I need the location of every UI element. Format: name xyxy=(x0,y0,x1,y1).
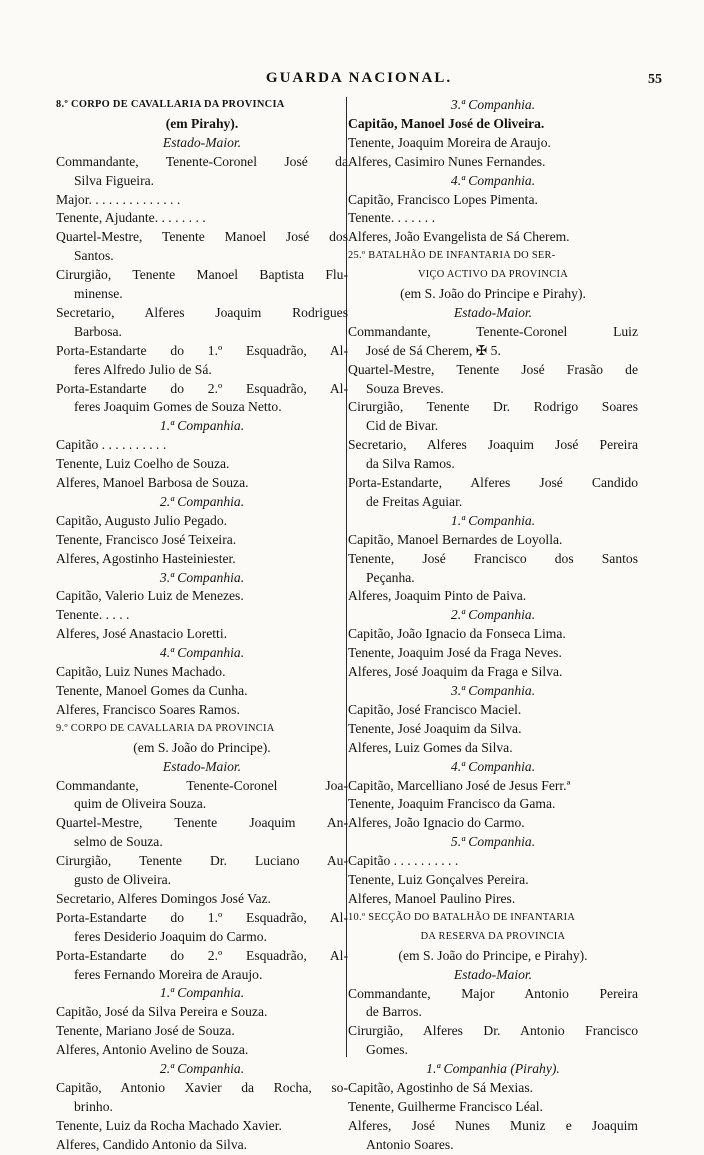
text-line: Alferes, José Nunes Muniz e Joaquim xyxy=(348,1117,638,1133)
text-line: (em S. João do Principe, e Pirahy). xyxy=(398,947,588,963)
text-line: Capitão, Agostinho de Sá Mexias. xyxy=(348,1080,534,1095)
text-line: Alferes, Luiz Gomes da Silva. xyxy=(348,739,513,755)
right-column xyxy=(348,96,638,1155)
text-line: feres Fernando Moreira de Araujo. xyxy=(74,966,263,982)
text-line: Porta-Estandarte, Alferes José Candido xyxy=(348,475,638,491)
text-line: Alferes, Agostinho Hasteiniester. xyxy=(56,550,236,566)
text-line: Tenente. . . . . xyxy=(56,607,130,623)
text-line: Alferes, Candido Antonio da Silva. xyxy=(56,1136,248,1152)
text-line: Alferes, Francisco Soares Ramos. xyxy=(56,701,240,717)
text-line: Alferes, José Joaquim da Fraga e Silva. xyxy=(348,664,563,680)
text-line: Cirurgião, Tenente Manoel Baptista Flu- xyxy=(56,267,348,283)
text-line: Quartel-Mestre, Tenente Joaquim An- xyxy=(56,815,348,831)
text-line: 9.º CORPO DE CAVALLARIA DA PROVINCIA xyxy=(56,722,275,734)
text-line: Tenente, José Francisco dos Santos xyxy=(348,550,638,566)
text-line: Commandante, Tenente-Coronel José da xyxy=(56,153,348,169)
text-line: Barbosa. xyxy=(74,323,122,339)
text-line: 8.º CORPO DE CAVALLARIA DA PROVINCIA xyxy=(56,99,285,110)
text-line: VIÇO ACTIVO DA PROVINCIA xyxy=(417,269,569,281)
text-line: José de Sá Cherem, ✠ 5. xyxy=(366,342,501,358)
text-line: 4.ª Companhia. xyxy=(450,172,536,188)
text-line: 1.ª Companhia. xyxy=(159,985,245,1001)
text-line: 2.ª Companhia. xyxy=(159,493,245,509)
text-line: Capitão, Manoel José de Oliveira. xyxy=(348,115,545,131)
text-line: 4.ª Companhia. xyxy=(159,645,245,661)
text-line: 3.ª Companhia. xyxy=(450,97,536,112)
text-line: Capitão, José Francisco Maciel. xyxy=(348,701,522,717)
text-line: 10.º SECÇÃO DO BATALHÃO DE INFANTARIA xyxy=(348,911,576,923)
text-line: Major. . . . . . . . . . . . . . xyxy=(56,191,181,207)
text-line: Cirurgião, Tenente Dr. Luciano Au- xyxy=(56,853,348,869)
text-line: Tenente, Joaquim José da Fraga Neves. xyxy=(348,645,562,661)
text-line: Capitão, Marcelliano José de Jesus Ferr.ª xyxy=(348,777,571,793)
text-line: Alferes, José Anastacio Loretti. xyxy=(56,626,228,642)
text-line: 2.ª Companhia. xyxy=(159,1061,245,1077)
text-line: Capitão, Augusto Julio Pegado. xyxy=(56,512,228,528)
text-line: Souza Breves. xyxy=(366,380,444,396)
text-line: 3.ª Companhia. xyxy=(450,683,536,698)
text-line: Tenente, Ajudante. . . . . . . . xyxy=(56,210,206,226)
text-line: Commandante, Tenente-Coronel Joa- xyxy=(56,777,348,793)
text-line: Secretario, Alferes Joaquim José Pereira xyxy=(348,437,638,453)
text-line: minense. xyxy=(74,286,123,302)
text-line: Estado-Maior. xyxy=(162,134,242,150)
text-line: 4.ª Companhia. xyxy=(450,758,536,774)
text-line: Tenente, José Joaquim da Silva. xyxy=(348,720,522,736)
text-line: Alferes, Joaquim Pinto de Paiva. xyxy=(348,588,527,604)
text-line: (em Pirahy). xyxy=(165,115,239,131)
page-header xyxy=(56,68,662,96)
text-line: 2.ª Companhia. xyxy=(450,607,536,623)
text-line: 1.ª Companhia. xyxy=(450,512,536,528)
text-line: Alferes, Manoel Barbosa de Souza. xyxy=(56,475,249,491)
text-line: feres Desiderio Joaquim do Carmo. xyxy=(74,928,267,944)
text-line: Porta-Estandarte do 1.º Esquadrão, Al- xyxy=(56,909,348,925)
text-line: Alferes, Antonio Avelino de Souza. xyxy=(56,1042,249,1058)
text-line: 1.ª Companhia (Pirahy). xyxy=(426,1061,560,1077)
text-line: feres Alfredo Julio de Sá. xyxy=(74,361,212,377)
text-line: de Barros. xyxy=(366,1004,422,1020)
text-line: gusto de Oliveira. xyxy=(74,872,172,888)
text-line: selmo de Souza. xyxy=(74,834,163,850)
text-line: Tenente, Luiz Coelho de Souza. xyxy=(56,456,230,472)
text-line: da Silva Ramos. xyxy=(366,456,455,472)
text-line: Tenente, Manoel Gomes da Cunha. xyxy=(56,683,248,698)
text-line: 25.º BATALHÃO DE INFANTARIA DO SER- xyxy=(348,250,556,262)
text-line: Santos. xyxy=(74,248,114,264)
text-line: 1.ª Companhia. xyxy=(159,418,245,434)
text-line: Tenente, Luiz da Rocha Machado Xavier. xyxy=(56,1117,282,1133)
text-line: Cid de Bivar. xyxy=(366,418,439,434)
text-line: brinho. xyxy=(74,1098,113,1114)
page-number: 55 xyxy=(648,72,662,87)
text-line: Antonio Soares. xyxy=(366,1136,454,1152)
text-line: Commandante, Major Antonio Pereira xyxy=(348,985,638,1001)
text-line: Alferes, João Ignacio do Carmo. xyxy=(348,815,525,831)
text-line: Tenente. . . . . . . xyxy=(348,210,436,226)
text-line: DA RESERVA DA PROVINCIA xyxy=(420,930,566,942)
text-line: Capitão, Manoel Bernardes de Loyolla. xyxy=(348,531,563,547)
text-line: de Freitas Aguiar. xyxy=(366,493,463,509)
text-line: Capitão . . . . . . . . . . xyxy=(56,437,167,453)
text-line: Quartel-Mestre, Tenente José Frasão de xyxy=(348,361,638,377)
text-line: feres Joaquim Gomes de Souza Netto. xyxy=(74,399,282,415)
text-line: Silva Figueira. xyxy=(74,172,155,188)
left-column xyxy=(56,96,348,1155)
text-line: Secretario, Alferes Joaquim Rodrigues xyxy=(56,304,348,320)
text-line: Porta-Estandarte do 2.º Esquadrão, Al- xyxy=(56,380,348,396)
text-line: Cirurgião, Tenente Dr. Rodrigo Soares xyxy=(348,399,638,415)
text-line: Commandante, Tenente-Coronel Luiz xyxy=(348,323,638,339)
text-line: Estado-Maior. xyxy=(453,304,533,320)
text-line: Tenente, Guilherme Francisco Léal. xyxy=(348,1098,543,1114)
text-line: (em S. João do Principe e Pirahy). xyxy=(400,286,586,302)
text-line: 3.ª Companhia. xyxy=(159,569,245,585)
text-line: 5.ª Companhia. xyxy=(450,834,536,850)
text-line: Capitão . . . . . . . . . . xyxy=(348,853,459,869)
text-line: Capitão, José da Silva Pereira e Souza. xyxy=(56,1004,268,1020)
text-line: Capitão, Francisco Lopes Pimenta. xyxy=(348,191,538,207)
text-line: Porta-Estandarte do 1.º Esquadrão, Al- xyxy=(56,342,348,358)
text-line: quim de Oliveira Souza. xyxy=(74,796,207,812)
text-line: Capitão, Luiz Nunes Machado. xyxy=(56,664,226,680)
text-line: Peçanha. xyxy=(366,569,415,585)
text-line: Tenente, Luiz Gonçalves Pereira. xyxy=(348,872,529,888)
text-line: Tenente, Francisco José Teixeira. xyxy=(56,531,237,547)
text-line: Estado-Maior. xyxy=(162,758,242,774)
running-title: GUARDA NACIONAL. xyxy=(265,70,453,86)
text-line: Porta-Estandarte do 2.º Esquadrão, Al- xyxy=(56,947,348,963)
text-line: Alferes, João Evangelista de Sá Cherem. xyxy=(348,229,570,245)
text-line: Quartel-Mestre, Tenente Manoel José dos xyxy=(56,229,348,245)
text-line: (em S. João do Principe). xyxy=(133,739,271,755)
text-line: Alferes, Casimiro Nunes Fernandes. xyxy=(348,153,546,169)
text-line: Tenente, Mariano José de Souza. xyxy=(56,1023,235,1039)
text-line: Capitão, Antonio Xavier da Rocha, so- xyxy=(56,1079,348,1095)
text-line: Alferes, Manoel Paulino Pires. xyxy=(348,890,516,906)
text-line: Capitão, João Ignacio da Fonseca Lima. xyxy=(348,626,566,642)
text-line: Capitão, Valerio Luiz de Menezes. xyxy=(56,588,244,604)
text-line: Tenente, Joaquim Moreira de Araujo. xyxy=(348,134,551,150)
text-line: Cirurgião, Alferes Dr. Antonio Francisco xyxy=(348,1023,638,1039)
text-line: Gomes. xyxy=(366,1042,408,1058)
text-line: Estado-Maior. xyxy=(453,966,533,982)
text-line: Tenente, Joaquim Francisco da Gama. xyxy=(348,796,556,812)
text-line: Secretario, Alferes Domingos José Vaz. xyxy=(56,890,271,906)
